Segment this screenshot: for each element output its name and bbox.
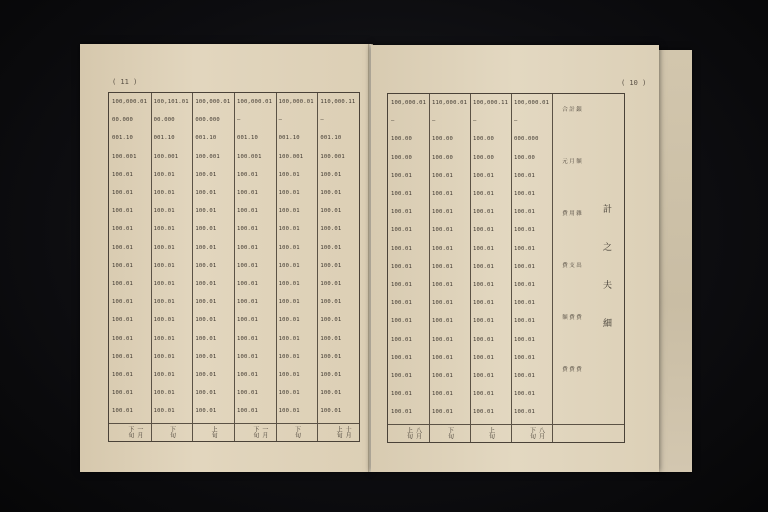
ledger-cell: 100.001 [278,153,304,160]
ledger-cell: 100.01 [320,226,342,233]
ledger-cell: 100.01 [473,263,495,270]
row-label: 額 [575,158,581,164]
ledger-cell: 110,000.11 [320,99,356,105]
ledger-cell: 100.01 [320,244,342,251]
ledger-cell: 100.01 [473,391,495,398]
ledger-cell: 100.01 [514,263,536,270]
ledger-cell: 100.01 [432,409,454,416]
ledger-cell: 100.00 [514,154,536,161]
footer-divider [109,423,359,424]
ledger-cell: 100.01 [278,226,300,233]
ledger-cell: 100,000.01 [514,100,550,106]
ledger-cell: 100.00 [391,136,413,143]
ledger-cell: 100.01 [320,335,342,342]
ledger-cell: 100.01 [514,373,536,379]
ledger-cell: 100.01 [391,354,413,361]
ledger-cell: 100.01 [195,281,217,287]
ledger-cell: — [514,118,518,125]
ledger-cell: 100.01 [112,390,134,397]
ledger-cell: 100.01 [514,391,536,398]
ledger-cell: 100,101.01 [153,99,189,105]
ledger-cell: 100.01 [153,244,175,251]
ledger-cell: 100.01 [391,245,413,252]
ledger-cell: 100.01 [514,227,536,234]
ledger-cell: 001.10 [278,135,300,142]
ledger-cell: 100.01 [153,408,175,415]
period-label: 下旬 [168,426,176,438]
ledger-cell: 100.01 [237,262,259,269]
row-label: 費 [561,262,567,268]
row-label: 費 [561,210,567,216]
ledger-cell: 100.001 [153,153,179,160]
ledger-cell: 100.01 [391,263,413,270]
ledger-cell: 100.01 [514,354,536,361]
ledger-cell: — [432,118,436,125]
ledger-cell: 100.01 [237,208,259,215]
ledger-cell: 100.01 [153,372,175,378]
ledger-cell: 100.01 [195,299,217,306]
ledger-cell: 001.10 [320,135,342,142]
right-page-number: ( 10 ) [621,79,647,87]
ledger-cell: 100.01 [237,353,259,360]
label-column-divider [552,94,553,442]
ledger-cell: 100.01 [473,354,495,361]
ledger-cell: 100.00 [473,136,495,143]
ledger-cell: 100.01 [320,317,342,324]
ledger-cell: 100.01 [473,191,495,197]
ledger-cell: 100.01 [473,227,495,234]
ledger-cell: 100.01 [112,317,134,324]
table-title-char: 之 [601,242,611,251]
ledger-cell: 100,000.11 [473,100,509,106]
ledger-cell: 100.01 [195,372,217,378]
ledger-cell: 100.01 [153,390,175,397]
left-page-number: ( 11 ) [112,78,138,86]
ledger-cell: 100.01 [432,300,454,307]
ledger-cell: 100.01 [195,408,217,415]
column-divider [234,93,235,441]
table-title-char: 細 [601,318,611,327]
ledger-cell: — [391,118,395,125]
ledger-cell: 100.01 [112,372,134,378]
ledger-cell: 100.01 [391,172,413,179]
ledger-cell: 100.01 [278,408,300,415]
ledger-cell: 100.01 [391,300,413,307]
ledger-cell: 100.01 [320,171,342,178]
ledger-cell: 100.01 [112,281,134,287]
ledger-cell: 100.00 [473,154,495,161]
ledger-cell: 100.01 [278,299,300,306]
ledger-cell: 100.01 [391,191,413,197]
table-title-char: 夫 [601,280,611,289]
ledger-cell: 00.000 [153,117,175,124]
ledger-cell: 100.01 [153,190,175,196]
column-divider [151,93,152,441]
ledger-cell: 100.01 [153,317,175,324]
column-divider [317,93,318,441]
ledger-cell: 100.01 [514,300,536,307]
ledger-cell: 100.01 [473,336,495,343]
ledger-cell: 100.01 [195,226,217,233]
ledger-cell: 001.10 [237,135,259,142]
row-label: 月 [568,158,574,164]
ledger-cell: 100.01 [514,336,536,343]
ledger-cell: 100.01 [391,409,413,416]
ledger-cell: 100.01 [112,262,134,269]
ledger-cell: 100.01 [514,172,536,179]
ledger-cell: 100.01 [432,354,454,361]
ledger-cell: 100.01 [320,190,342,196]
ledger-cell: 100.01 [320,390,342,397]
ledger-cell: 100.01 [320,408,342,415]
footer-divider [388,424,624,425]
ledger-cell: — [320,117,324,124]
ledger-cell: 100.01 [237,408,259,415]
ledger-cell: 100.001 [112,153,137,160]
ledger-cell: 100.01 [237,317,259,324]
ledger-cell: 100.01 [473,318,495,325]
period-label: 八月上旬 [405,427,422,439]
row-label: 計 [568,106,574,112]
ledger-cell: 100.01 [237,281,259,287]
ledger-cell: 000.000 [514,136,539,143]
right-ledger-table [387,93,625,443]
ledger-cell: 100.01 [432,282,454,288]
period-label: 八月下旬 [528,427,545,439]
ledger-cell: 100.01 [432,227,454,234]
ledger-cell: 100.01 [153,299,175,306]
ledger-cell: 100.01 [473,245,495,252]
ledger-cell: 100.01 [432,336,454,343]
ledger-cell: 100.01 [112,226,134,233]
ledger-cell: 100.01 [153,226,175,233]
ledger-cell: 100.001 [195,153,220,160]
ledger-cell: 100.00 [432,154,454,161]
ledger-cell: 100.01 [153,171,175,178]
ledger-cell: 100.00 [391,154,413,161]
ledger-cell: 100.01 [237,171,259,178]
period-label: 一月下旬 [251,426,268,438]
row-label: 支 [568,262,574,268]
ledger-cell: 100.01 [432,318,454,325]
ledger-cell: 100.01 [432,245,454,252]
row-label: 費 [568,314,574,320]
ledger-cell: 100,000.01 [391,100,427,106]
ledger-cell: 100.01 [391,391,413,398]
ledger-cell: 100.01 [278,244,300,251]
column-divider [276,93,277,441]
ledger-cell: — [473,118,477,125]
row-label: 額 [561,314,567,320]
ledger-cell: 100.01 [112,299,134,306]
ledger-cell: 100.01 [153,262,175,269]
ledger-cell: 100,000.01 [278,99,314,105]
ledger-cell: 100.01 [320,353,342,360]
ledger-cell: 100.01 [278,281,300,287]
ledger-cell: 100.01 [153,281,175,287]
ledger-cell: 100.01 [320,208,342,215]
ledger-cell: 100.01 [112,408,134,415]
ledger-cell: 100.01 [112,244,134,251]
ledger-cell: 100.01 [195,171,217,178]
ledger-cell: 100.01 [473,300,495,307]
row-label: 費 [561,366,567,372]
ledger-cell: 100.01 [391,227,413,234]
ledger-cell: 100.01 [514,282,536,288]
row-label: 銀 [575,106,581,112]
ledger-cell: 100.01 [432,191,454,197]
ledger-cell: 100.01 [237,299,259,306]
ledger-cell: — [237,117,241,124]
ledger-cell: 100.01 [391,336,413,343]
ledger-cell: 100.01 [153,353,175,360]
ledger-cell: 100.01 [320,262,342,269]
ledger-cell: 100.01 [195,390,217,397]
ledger-cell: 100.01 [237,244,259,251]
ledger-cell: 100.01 [195,317,217,324]
ledger-cell: 100.001 [320,153,345,160]
ledger-cell: 100.01 [153,208,175,215]
period-label: 下旬 [293,426,301,438]
ledger-cell: 100,000.01 [237,99,273,105]
ledger-cell: 00.000 [112,117,134,124]
ledger-cell: 100.01 [278,208,300,215]
ledger-cell: 100.01 [112,208,134,215]
ledger-cell: 100.01 [473,282,495,288]
ledger-cell: 100.01 [320,299,342,306]
ledger-cell: 100.01 [237,335,259,342]
ledger-cell: 100.01 [432,172,454,179]
period-label: 上旬 [210,426,218,438]
ledger-cell: 100.01 [112,190,134,196]
ledger-cell: 001.10 [112,135,134,142]
period-label: 下旬 [446,427,454,439]
ledger-cell: 100.01 [153,335,175,342]
ledger-cell: 100.01 [320,372,342,378]
row-label: 用 [568,210,574,216]
ledger-cell: 100.01 [432,263,454,270]
column-divider [470,94,471,442]
ledger-cell: 110,000.01 [432,100,468,106]
right-page [371,45,659,472]
row-label: 費 [575,366,581,372]
column-divider [429,94,430,442]
ledger-cell: 100.01 [237,390,259,397]
ledger-cell: 100.01 [278,353,300,360]
ledger-cell: 100.01 [391,282,413,288]
row-label: 元 [561,158,567,164]
ledger-cell: 100.01 [514,318,536,325]
ledger-cell: 100.01 [112,171,134,178]
ledger-cell: 100.01 [195,208,217,215]
ledger-cell: 100.01 [473,209,495,216]
row-label: 費 [568,366,574,372]
left-ledger-table [108,92,360,442]
ledger-cell: 100.01 [320,281,342,287]
row-label: 費 [575,314,581,320]
ledger-cell: 100.01 [278,372,300,378]
ledger-cell: 100,000.01 [112,99,148,105]
ledger-cell: 100.01 [112,335,134,342]
ledger-cell: 100.01 [514,409,536,416]
ledger-cell: 100.01 [195,353,217,360]
ledger-cell: 000.000 [195,117,220,124]
row-label: 雜 [575,210,581,216]
period-label: 一月下旬 [126,426,143,438]
ledger-cell: 100.01 [278,171,300,178]
ledger-cell: 100.01 [278,190,300,196]
ledger-cell: 100.01 [278,335,300,342]
ledger-cell: 100.01 [514,209,536,216]
ledger-cell: 100.01 [432,209,454,216]
ledger-cell: 100.01 [195,335,217,342]
ledger-cell: 100.01 [112,353,134,360]
ledger-cell: 001.10 [195,135,217,142]
ledger-cell: 100.01 [195,190,217,196]
ledger-cell: 100.01 [237,372,259,378]
ledger-cell: 100.01 [278,262,300,269]
ledger-cell: 100.01 [514,191,536,197]
ledger-cell: 100.01 [195,262,217,269]
ledger-cell: — [278,117,283,124]
ledger-cell: 001.10 [153,135,175,142]
ledger-cell: 100,000.01 [195,99,231,105]
ledger-cell: 100.001 [237,153,262,160]
ledger-cell: 100.01 [278,390,300,397]
ledger-cell: 100.01 [391,318,413,325]
ledger-cell: 100.01 [432,373,454,379]
ledger-cell: 100.00 [432,136,454,143]
ledger-cell: 100.01 [473,172,495,179]
ledger-cell: 100.01 [473,373,495,379]
row-label: 合 [561,106,567,112]
ledger-cell: 100.01 [278,317,300,324]
ledger-cell: 100.01 [391,209,413,216]
column-divider [192,93,193,441]
ledger-cell: 100.01 [432,391,454,398]
ledger-cell: 100.01 [195,244,217,251]
period-label: 上旬 [487,427,495,439]
row-label: 出 [575,262,581,268]
ledger-cell: 100.01 [237,190,259,196]
ledger-cell: 100.01 [473,409,495,416]
period-label: 十月上旬 [335,426,352,438]
ledger-cell: 100.01 [514,245,536,252]
column-divider [511,94,512,442]
ledger-cell: 100.01 [237,226,259,233]
ledger-cell: 100.01 [391,373,413,379]
left-page [80,44,370,472]
table-title-char: 計 [601,204,611,213]
